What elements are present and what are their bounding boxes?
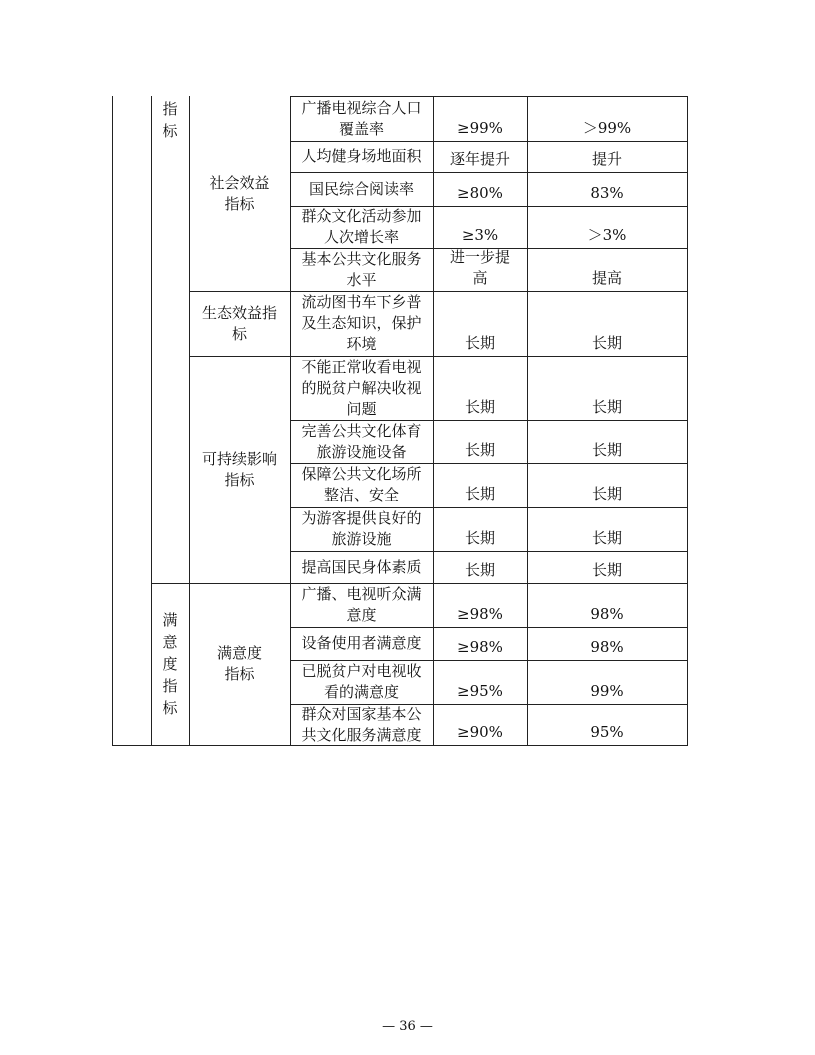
group-cell-line: 满意度 xyxy=(216,644,262,662)
indicator-cell-line: 旅游设施 xyxy=(331,530,392,548)
category-cell-line: 指 xyxy=(162,100,178,118)
indicator-cell-line: 水平 xyxy=(346,270,377,289)
group-cell xyxy=(189,583,290,745)
actual-value-cell xyxy=(527,660,687,704)
indicator-cell-line: 保障公共文化场所 xyxy=(301,465,422,483)
indicator-cell xyxy=(290,551,433,583)
table-vertical-rule xyxy=(687,96,688,746)
actual-value-cell-line: 98% xyxy=(590,605,624,623)
target-value-cell xyxy=(433,141,527,172)
indicator-cell xyxy=(290,507,433,551)
actual-value-cell xyxy=(527,420,687,463)
category-cell xyxy=(151,96,189,156)
actual-value-cell-line: 98% xyxy=(590,638,624,656)
indicator-cell xyxy=(290,291,433,356)
actual-value-cell xyxy=(527,463,687,507)
target-value-cell-line: 长期 xyxy=(464,485,495,503)
indicator-cell-line: 设备使用者满意度 xyxy=(301,634,422,652)
indicator-cell-line: 不能正常收看电视 xyxy=(301,357,422,376)
group-cell xyxy=(189,96,290,291)
actual-value-cell xyxy=(527,583,687,627)
group-cell xyxy=(189,291,290,356)
indicator-cell-line: 整洁、安全 xyxy=(323,486,399,504)
indicator-cell-line: 群众文化活动参加 xyxy=(301,207,422,225)
target-value-cell xyxy=(433,356,527,420)
target-value-cell xyxy=(433,206,527,248)
actual-value-cell-line: 99% xyxy=(590,682,624,700)
group-cell xyxy=(189,356,290,583)
group-cell-line: 指标 xyxy=(224,470,255,489)
indicator-cell xyxy=(290,420,433,463)
category-cell-line: 指 xyxy=(162,677,178,695)
target-value-cell-line: ≥98% xyxy=(457,638,503,656)
target-value-cell xyxy=(433,583,527,627)
actual-value-cell xyxy=(527,96,687,141)
target-value-cell xyxy=(433,96,527,141)
target-value-cell-line: ≥99% xyxy=(457,119,503,137)
actual-value-cell xyxy=(527,704,687,745)
target-value-cell-line: 长期 xyxy=(464,561,495,579)
category-cell xyxy=(151,583,189,745)
target-value-cell-line: 长期 xyxy=(464,529,495,547)
category-cell-line: 度 xyxy=(162,655,178,673)
group-cell-line: 社会效益 xyxy=(209,173,270,192)
actual-value-cell xyxy=(527,206,687,248)
target-value-cell xyxy=(433,291,527,356)
actual-value-cell-line: 提升 xyxy=(591,150,622,168)
category-cell-line: 标 xyxy=(162,122,178,140)
indicator-cell xyxy=(290,141,433,172)
group-cell-line: 指标 xyxy=(224,665,255,683)
actual-value-cell xyxy=(527,248,687,291)
actual-value-cell-line: 长期 xyxy=(591,441,622,459)
indicator-cell-line: 环境 xyxy=(346,335,377,353)
indicator-cell-line: 覆盖率 xyxy=(338,119,384,138)
indicator-cell xyxy=(290,463,433,507)
group-cell-line: 指标 xyxy=(224,194,255,213)
indicator-cell-line: 完善公共文化体育 xyxy=(301,421,422,440)
actual-value-cell-line: 长期 xyxy=(591,398,622,416)
target-value-cell-line: ≥90% xyxy=(457,723,503,741)
target-value-cell-line: 高 xyxy=(472,269,488,287)
indicator-cell-line: 意度 xyxy=(346,606,377,624)
indicator-cell xyxy=(290,660,433,704)
actual-value-cell-line: ＞3% xyxy=(587,226,627,244)
actual-value-cell xyxy=(527,551,687,583)
target-value-cell xyxy=(433,704,527,745)
target-value-cell-line: ≥80% xyxy=(457,184,503,202)
indicator-cell xyxy=(290,248,433,291)
target-value-cell-line: 逐年提升 xyxy=(449,150,510,168)
actual-value-cell xyxy=(527,141,687,172)
indicator-cell-line: 国民综合阅读率 xyxy=(308,179,414,198)
indicator-cell-line: 共文化服务满意度 xyxy=(301,725,422,744)
category-cell-line: 意 xyxy=(162,633,178,651)
indicator-cell xyxy=(290,356,433,420)
group-cell-line: 标 xyxy=(231,324,247,343)
actual-value-cell xyxy=(527,291,687,356)
indicator-cell-line: 流动图书车下乡普 xyxy=(301,293,422,311)
indicator-cell xyxy=(290,206,433,248)
group-cell-line: 生态效益指 xyxy=(201,303,277,322)
indicator-cell-line: 的脱贫户解决收视 xyxy=(301,378,422,397)
table-vertical-rule xyxy=(112,96,113,746)
indicator-cell-line: 旅游设施设备 xyxy=(316,442,407,461)
category-cell-line: 标 xyxy=(162,699,178,717)
actual-value-cell-line: 83% xyxy=(590,184,624,202)
target-value-cell xyxy=(433,551,527,583)
indicator-cell xyxy=(290,704,433,745)
target-value-cell xyxy=(433,248,527,291)
indicator-cell-line: 广播、电视听众满 xyxy=(301,585,422,603)
indicator-cell-line: 看的满意度 xyxy=(323,683,399,701)
target-value-cell xyxy=(433,420,527,463)
indicator-cell-line: 广播电视综合人口 xyxy=(301,98,422,117)
target-value-cell xyxy=(433,627,527,660)
indicator-cell-line: 提高国民身体素质 xyxy=(301,557,422,576)
actual-value-cell xyxy=(527,172,687,206)
target-value-cell-line: 长期 xyxy=(464,398,495,416)
indicator-cell-line: 人均健身场地面积 xyxy=(301,147,422,165)
actual-value-cell-line: 长期 xyxy=(591,485,622,503)
page-number: — 36 — xyxy=(382,1019,433,1034)
target-value-cell-line: ≥95% xyxy=(457,682,503,700)
actual-value-cell-line: 长期 xyxy=(591,561,622,579)
category-cell-line: 满 xyxy=(162,611,178,629)
actual-value-cell-line: ＞99% xyxy=(582,119,632,137)
indicator-cell xyxy=(290,96,433,141)
indicator-cell-line: 已脱贫户对电视收 xyxy=(301,662,422,680)
actual-value-cell-line: 提高 xyxy=(591,269,622,287)
target-value-cell xyxy=(433,172,527,206)
indicator-cell-line: 问题 xyxy=(346,399,377,418)
actual-value-cell xyxy=(527,356,687,420)
actual-value-cell xyxy=(527,627,687,660)
actual-value-cell-line: 长期 xyxy=(591,529,622,547)
target-value-cell-line: ≥3% xyxy=(461,226,499,244)
target-value-cell xyxy=(433,660,527,704)
target-value-cell-line: ≥98% xyxy=(457,605,503,623)
actual-value-cell xyxy=(527,507,687,551)
indicator-cell-line: 人次增长率 xyxy=(323,228,399,246)
target-value-cell xyxy=(433,463,527,507)
indicator-cell xyxy=(290,583,433,627)
target-value-cell-line: 长期 xyxy=(464,334,495,352)
actual-value-cell-line: 95% xyxy=(590,723,624,741)
indicator-cell-line: 基本公共文化服务 xyxy=(301,249,422,268)
group-cell-line: 可持续影响 xyxy=(201,449,277,468)
indicator-cell xyxy=(290,627,433,660)
indicator-cell-line: 群众对国家基本公 xyxy=(301,704,422,723)
target-value-cell-line: 进一步提 xyxy=(449,248,510,266)
target-value-cell-line: 长期 xyxy=(464,441,495,459)
indicator-cell-line: 为游客提供良好的 xyxy=(301,509,422,527)
actual-value-cell-line: 长期 xyxy=(591,334,622,352)
target-value-cell xyxy=(433,507,527,551)
indicator-cell-line: 及生态知识，保护 xyxy=(301,314,422,332)
indicator-cell xyxy=(290,172,433,206)
